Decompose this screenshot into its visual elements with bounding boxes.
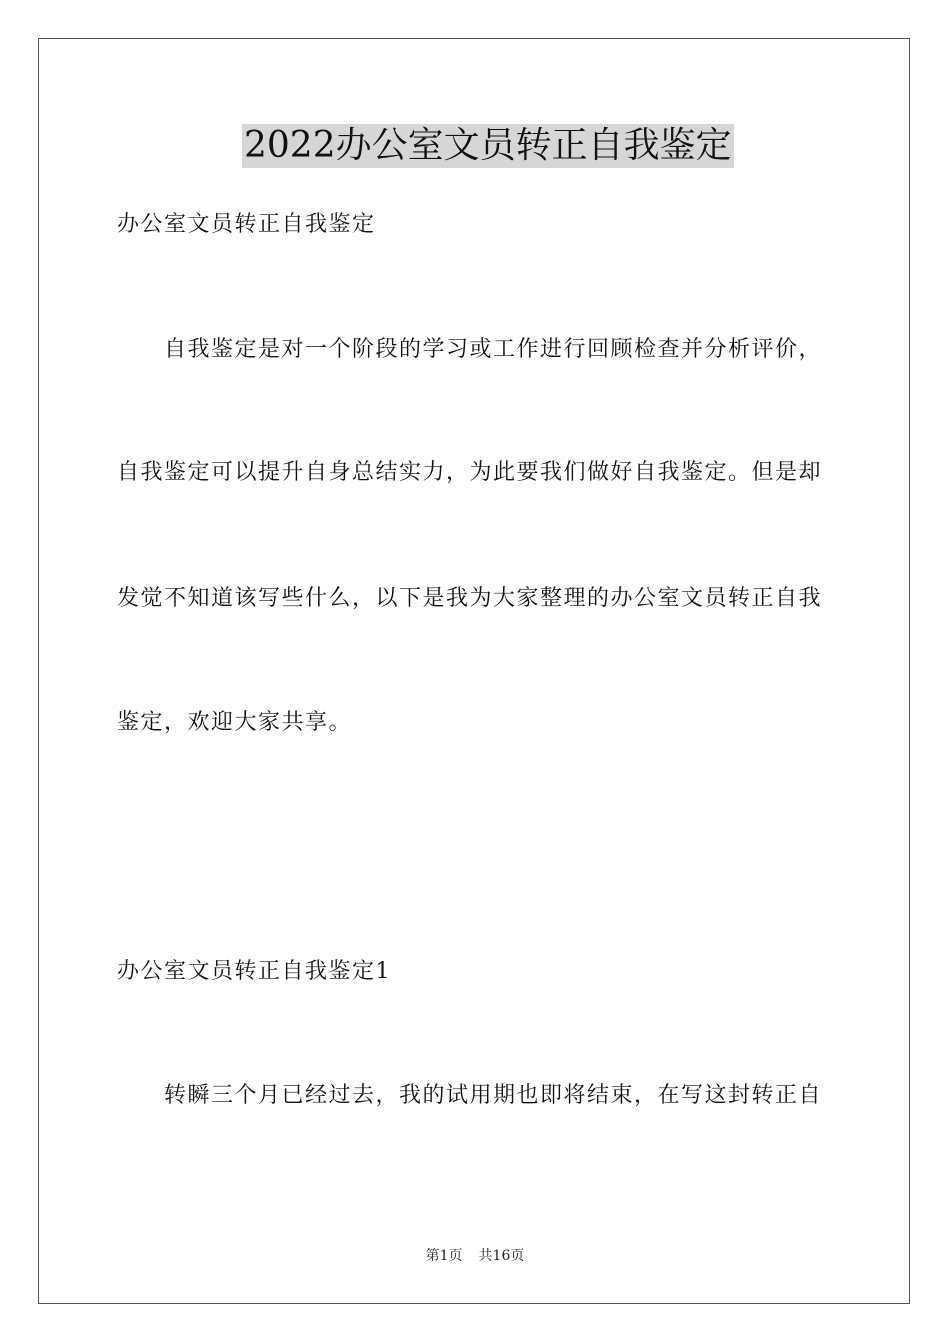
paragraph-line: 自我鉴定是对一个阶段的学习或工作进行回顾检查并分析评价， xyxy=(164,337,823,362)
paragraph-line: 发觉不知道该写些什么，以下是我为大家整理的办公室文员转正自我 xyxy=(117,586,823,611)
page-number: 第1页 xyxy=(425,1248,463,1264)
document-title: 2022办公室文员转正自我鉴定 xyxy=(244,125,732,166)
paragraph-line: 鉴定，欢迎大家共享。 xyxy=(117,710,353,735)
document-subtitle: 办公室文员转正自我鉴定 xyxy=(117,212,376,237)
section-heading: 办公室文员转正自我鉴定1 xyxy=(117,959,391,984)
paragraph-line: 转瞬三个月已经过去，我的试用期也即将结束，在写这封转正自 xyxy=(164,1083,823,1108)
paragraph-line: 自我鉴定可以提升自身总结实力，为此要我们做好自我鉴定。但是却 xyxy=(117,460,823,485)
page-total: 共16页 xyxy=(478,1248,525,1264)
page-footer xyxy=(0,1246,950,1266)
